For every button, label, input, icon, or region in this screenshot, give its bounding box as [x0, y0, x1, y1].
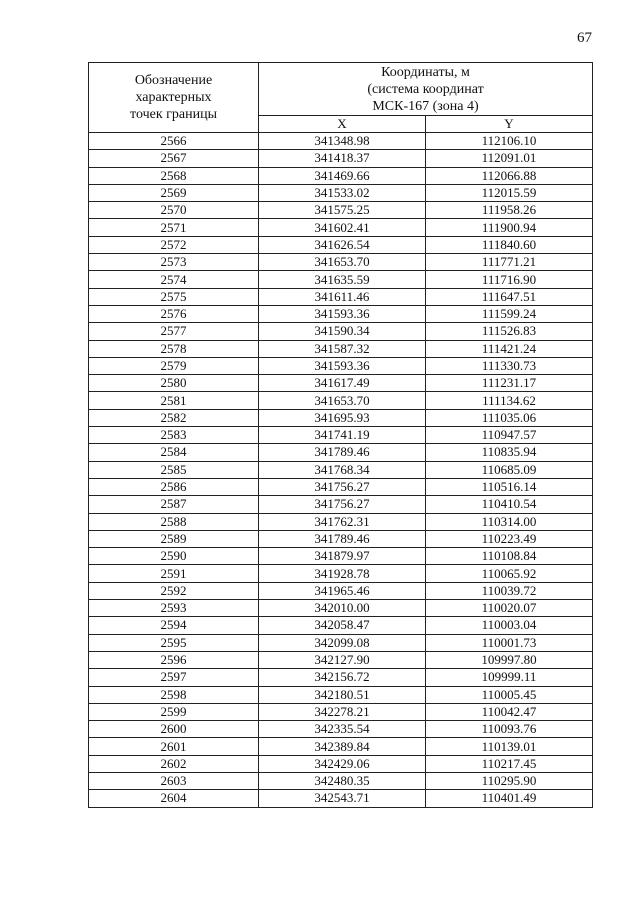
point-id-cell: 2581 [89, 392, 259, 409]
table-row [89, 409, 593, 426]
table-row [89, 202, 593, 219]
y-coordinate-cell: 112091.01 [426, 150, 593, 167]
table-row [89, 669, 593, 686]
table-row [89, 530, 593, 547]
x-coordinate-cell: 341928.78 [259, 565, 426, 582]
y-coordinate-cell: 110020.07 [426, 600, 593, 617]
y-coordinate-cell: 110139.01 [426, 738, 593, 755]
x-coordinate-cell: 342099.08 [259, 634, 426, 651]
point-id-cell: 2589 [89, 530, 259, 547]
x-coordinate-cell: 342180.51 [259, 686, 426, 703]
y-coordinate-cell: 111599.24 [426, 305, 593, 322]
table-row [89, 772, 593, 789]
x-coordinate-cell: 341602.41 [259, 219, 426, 236]
x-coordinate-cell: 341593.36 [259, 305, 426, 322]
x-coordinate-cell: 341418.37 [259, 150, 426, 167]
x-coordinate-cell: 341768.34 [259, 461, 426, 478]
point-id-cell: 2579 [89, 357, 259, 374]
table-row [89, 150, 593, 167]
table-row [89, 548, 593, 565]
table-row [89, 617, 593, 634]
point-id-cell: 2592 [89, 582, 259, 599]
x-coordinate-cell: 341741.19 [259, 427, 426, 444]
point-id-cell: 2574 [89, 271, 259, 288]
header-coordinates: Координаты, м (система координат МСК-167 (зона 4) [259, 63, 593, 116]
y-coordinate-cell: 110093.76 [426, 721, 593, 738]
table-row [89, 738, 593, 755]
point-id-cell: 2591 [89, 565, 259, 582]
table-row [89, 236, 593, 253]
point-id-cell: 2568 [89, 167, 259, 184]
x-coordinate-cell: 341756.27 [259, 478, 426, 495]
x-coordinate-cell: 341575.25 [259, 202, 426, 219]
table-header [89, 63, 593, 133]
y-coordinate-cell: 111035.06 [426, 409, 593, 426]
y-coordinate-cell: 110685.09 [426, 461, 593, 478]
point-id-cell: 2603 [89, 772, 259, 789]
y-coordinate-cell: 110401.49 [426, 790, 593, 807]
x-coordinate-cell: 341611.46 [259, 288, 426, 305]
table-row [89, 703, 593, 720]
point-id-cell: 2578 [89, 340, 259, 357]
x-coordinate-cell: 342127.90 [259, 651, 426, 668]
y-coordinate-cell: 110039.72 [426, 582, 593, 599]
y-coordinate-cell: 111647.51 [426, 288, 593, 305]
y-coordinate-cell: 110108.84 [426, 548, 593, 565]
y-coordinate-cell: 110516.14 [426, 478, 593, 495]
point-id-cell: 2582 [89, 409, 259, 426]
x-coordinate-cell: 342480.35 [259, 772, 426, 789]
x-coordinate-cell: 341590.34 [259, 323, 426, 340]
table-row [89, 375, 593, 392]
table-row [89, 565, 593, 582]
y-coordinate-cell: 110003.04 [426, 617, 593, 634]
point-id-cell: 2596 [89, 651, 259, 668]
x-coordinate-cell: 341617.49 [259, 375, 426, 392]
point-id-cell: 2586 [89, 478, 259, 495]
x-coordinate-cell: 342543.71 [259, 790, 426, 807]
x-coordinate-cell: 341879.97 [259, 548, 426, 565]
table-row [89, 478, 593, 495]
x-coordinate-cell: 341756.27 [259, 496, 426, 513]
x-coordinate-cell: 341635.59 [259, 271, 426, 288]
point-id-cell: 2583 [89, 427, 259, 444]
y-coordinate-cell: 110005.45 [426, 686, 593, 703]
point-id-cell: 2590 [89, 548, 259, 565]
point-id-cell: 2580 [89, 375, 259, 392]
point-id-cell: 2587 [89, 496, 259, 513]
point-id-cell: 2569 [89, 184, 259, 201]
y-coordinate-cell: 110947.57 [426, 427, 593, 444]
table-row [89, 357, 593, 374]
y-coordinate-cell: 110042.47 [426, 703, 593, 720]
point-id-cell: 2573 [89, 254, 259, 271]
point-id-cell: 2577 [89, 323, 259, 340]
point-id-cell: 2575 [89, 288, 259, 305]
y-coordinate-cell: 111526.83 [426, 323, 593, 340]
x-coordinate-cell: 342058.47 [259, 617, 426, 634]
x-coordinate-cell: 341653.70 [259, 254, 426, 271]
point-id-cell: 2604 [89, 790, 259, 807]
y-coordinate-cell: 110314.00 [426, 513, 593, 530]
point-id-cell: 2593 [89, 600, 259, 617]
x-coordinate-cell: 341789.46 [259, 444, 426, 461]
table-row [89, 305, 593, 322]
y-coordinate-cell: 111134.62 [426, 392, 593, 409]
x-coordinate-cell: 342335.54 [259, 721, 426, 738]
y-coordinate-cell: 110835.94 [426, 444, 593, 461]
page-number: 67 [577, 30, 592, 46]
header-point-designation: Обозначение характерных точек границы [89, 63, 259, 133]
x-coordinate-cell: 341789.46 [259, 530, 426, 547]
x-coordinate-cell: 341593.36 [259, 357, 426, 374]
point-id-cell: 2594 [89, 617, 259, 634]
x-coordinate-cell: 341965.46 [259, 582, 426, 599]
x-coordinate-cell: 342429.06 [259, 755, 426, 772]
boundary-points-table [88, 62, 593, 808]
header-y: Y [426, 116, 593, 133]
table-row [89, 392, 593, 409]
x-coordinate-cell: 341626.54 [259, 236, 426, 253]
header-x: X [259, 116, 426, 133]
y-coordinate-cell: 110223.49 [426, 530, 593, 547]
x-coordinate-cell: 341469.66 [259, 167, 426, 184]
y-coordinate-cell: 111330.73 [426, 357, 593, 374]
x-coordinate-cell: 342156.72 [259, 669, 426, 686]
y-coordinate-cell: 110217.45 [426, 755, 593, 772]
table-row [89, 167, 593, 184]
y-coordinate-cell: 110410.54 [426, 496, 593, 513]
y-coordinate-cell: 110295.90 [426, 772, 593, 789]
point-id-cell: 2595 [89, 634, 259, 651]
y-coordinate-cell: 110001.73 [426, 634, 593, 651]
y-coordinate-cell: 109997.80 [426, 651, 593, 668]
table-row [89, 651, 593, 668]
y-coordinate-cell: 111900.94 [426, 219, 593, 236]
point-id-cell: 2597 [89, 669, 259, 686]
point-id-cell: 2584 [89, 444, 259, 461]
table-row [89, 634, 593, 651]
point-id-cell: 2570 [89, 202, 259, 219]
table-row [89, 790, 593, 807]
y-coordinate-cell: 111231.17 [426, 375, 593, 392]
x-coordinate-cell: 341587.32 [259, 340, 426, 357]
point-id-cell: 2600 [89, 721, 259, 738]
point-id-cell: 2571 [89, 219, 259, 236]
table-row [89, 686, 593, 703]
table-row [89, 582, 593, 599]
table-row [89, 219, 593, 236]
x-coordinate-cell: 341653.70 [259, 392, 426, 409]
table-row [89, 254, 593, 271]
table-row [89, 755, 593, 772]
y-coordinate-cell: 112106.10 [426, 133, 593, 150]
point-id-cell: 2588 [89, 513, 259, 530]
y-coordinate-cell: 110065.92 [426, 565, 593, 582]
table-row [89, 271, 593, 288]
x-coordinate-cell: 341348.98 [259, 133, 426, 150]
point-id-cell: 2567 [89, 150, 259, 167]
table-row [89, 184, 593, 201]
point-id-cell: 2585 [89, 461, 259, 478]
table-row [89, 721, 593, 738]
table-row [89, 513, 593, 530]
y-coordinate-cell: 111840.60 [426, 236, 593, 253]
table-row [89, 427, 593, 444]
x-coordinate-cell: 342389.84 [259, 738, 426, 755]
x-coordinate-cell: 341695.93 [259, 409, 426, 426]
table-row [89, 496, 593, 513]
x-coordinate-cell: 341533.02 [259, 184, 426, 201]
table-row [89, 133, 593, 150]
y-coordinate-cell: 111716.90 [426, 271, 593, 288]
table-row [89, 461, 593, 478]
table-row [89, 323, 593, 340]
point-id-cell: 2576 [89, 305, 259, 322]
x-coordinate-cell: 342010.00 [259, 600, 426, 617]
table-row [89, 288, 593, 305]
table-row [89, 340, 593, 357]
x-coordinate-cell: 342278.21 [259, 703, 426, 720]
y-coordinate-cell: 111771.21 [426, 254, 593, 271]
x-coordinate-cell: 341762.31 [259, 513, 426, 530]
y-coordinate-cell: 111421.24 [426, 340, 593, 357]
table-row [89, 444, 593, 461]
y-coordinate-cell: 112015.59 [426, 184, 593, 201]
point-id-cell: 2599 [89, 703, 259, 720]
table-body [89, 133, 593, 808]
y-coordinate-cell: 112066.88 [426, 167, 593, 184]
header-row-main [89, 63, 593, 116]
point-id-cell: 2602 [89, 755, 259, 772]
y-coordinate-cell: 109999.11 [426, 669, 593, 686]
point-id-cell: 2601 [89, 738, 259, 755]
table-row [89, 600, 593, 617]
point-id-cell: 2566 [89, 133, 259, 150]
point-id-cell: 2572 [89, 236, 259, 253]
y-coordinate-cell: 111958.26 [426, 202, 593, 219]
point-id-cell: 2598 [89, 686, 259, 703]
